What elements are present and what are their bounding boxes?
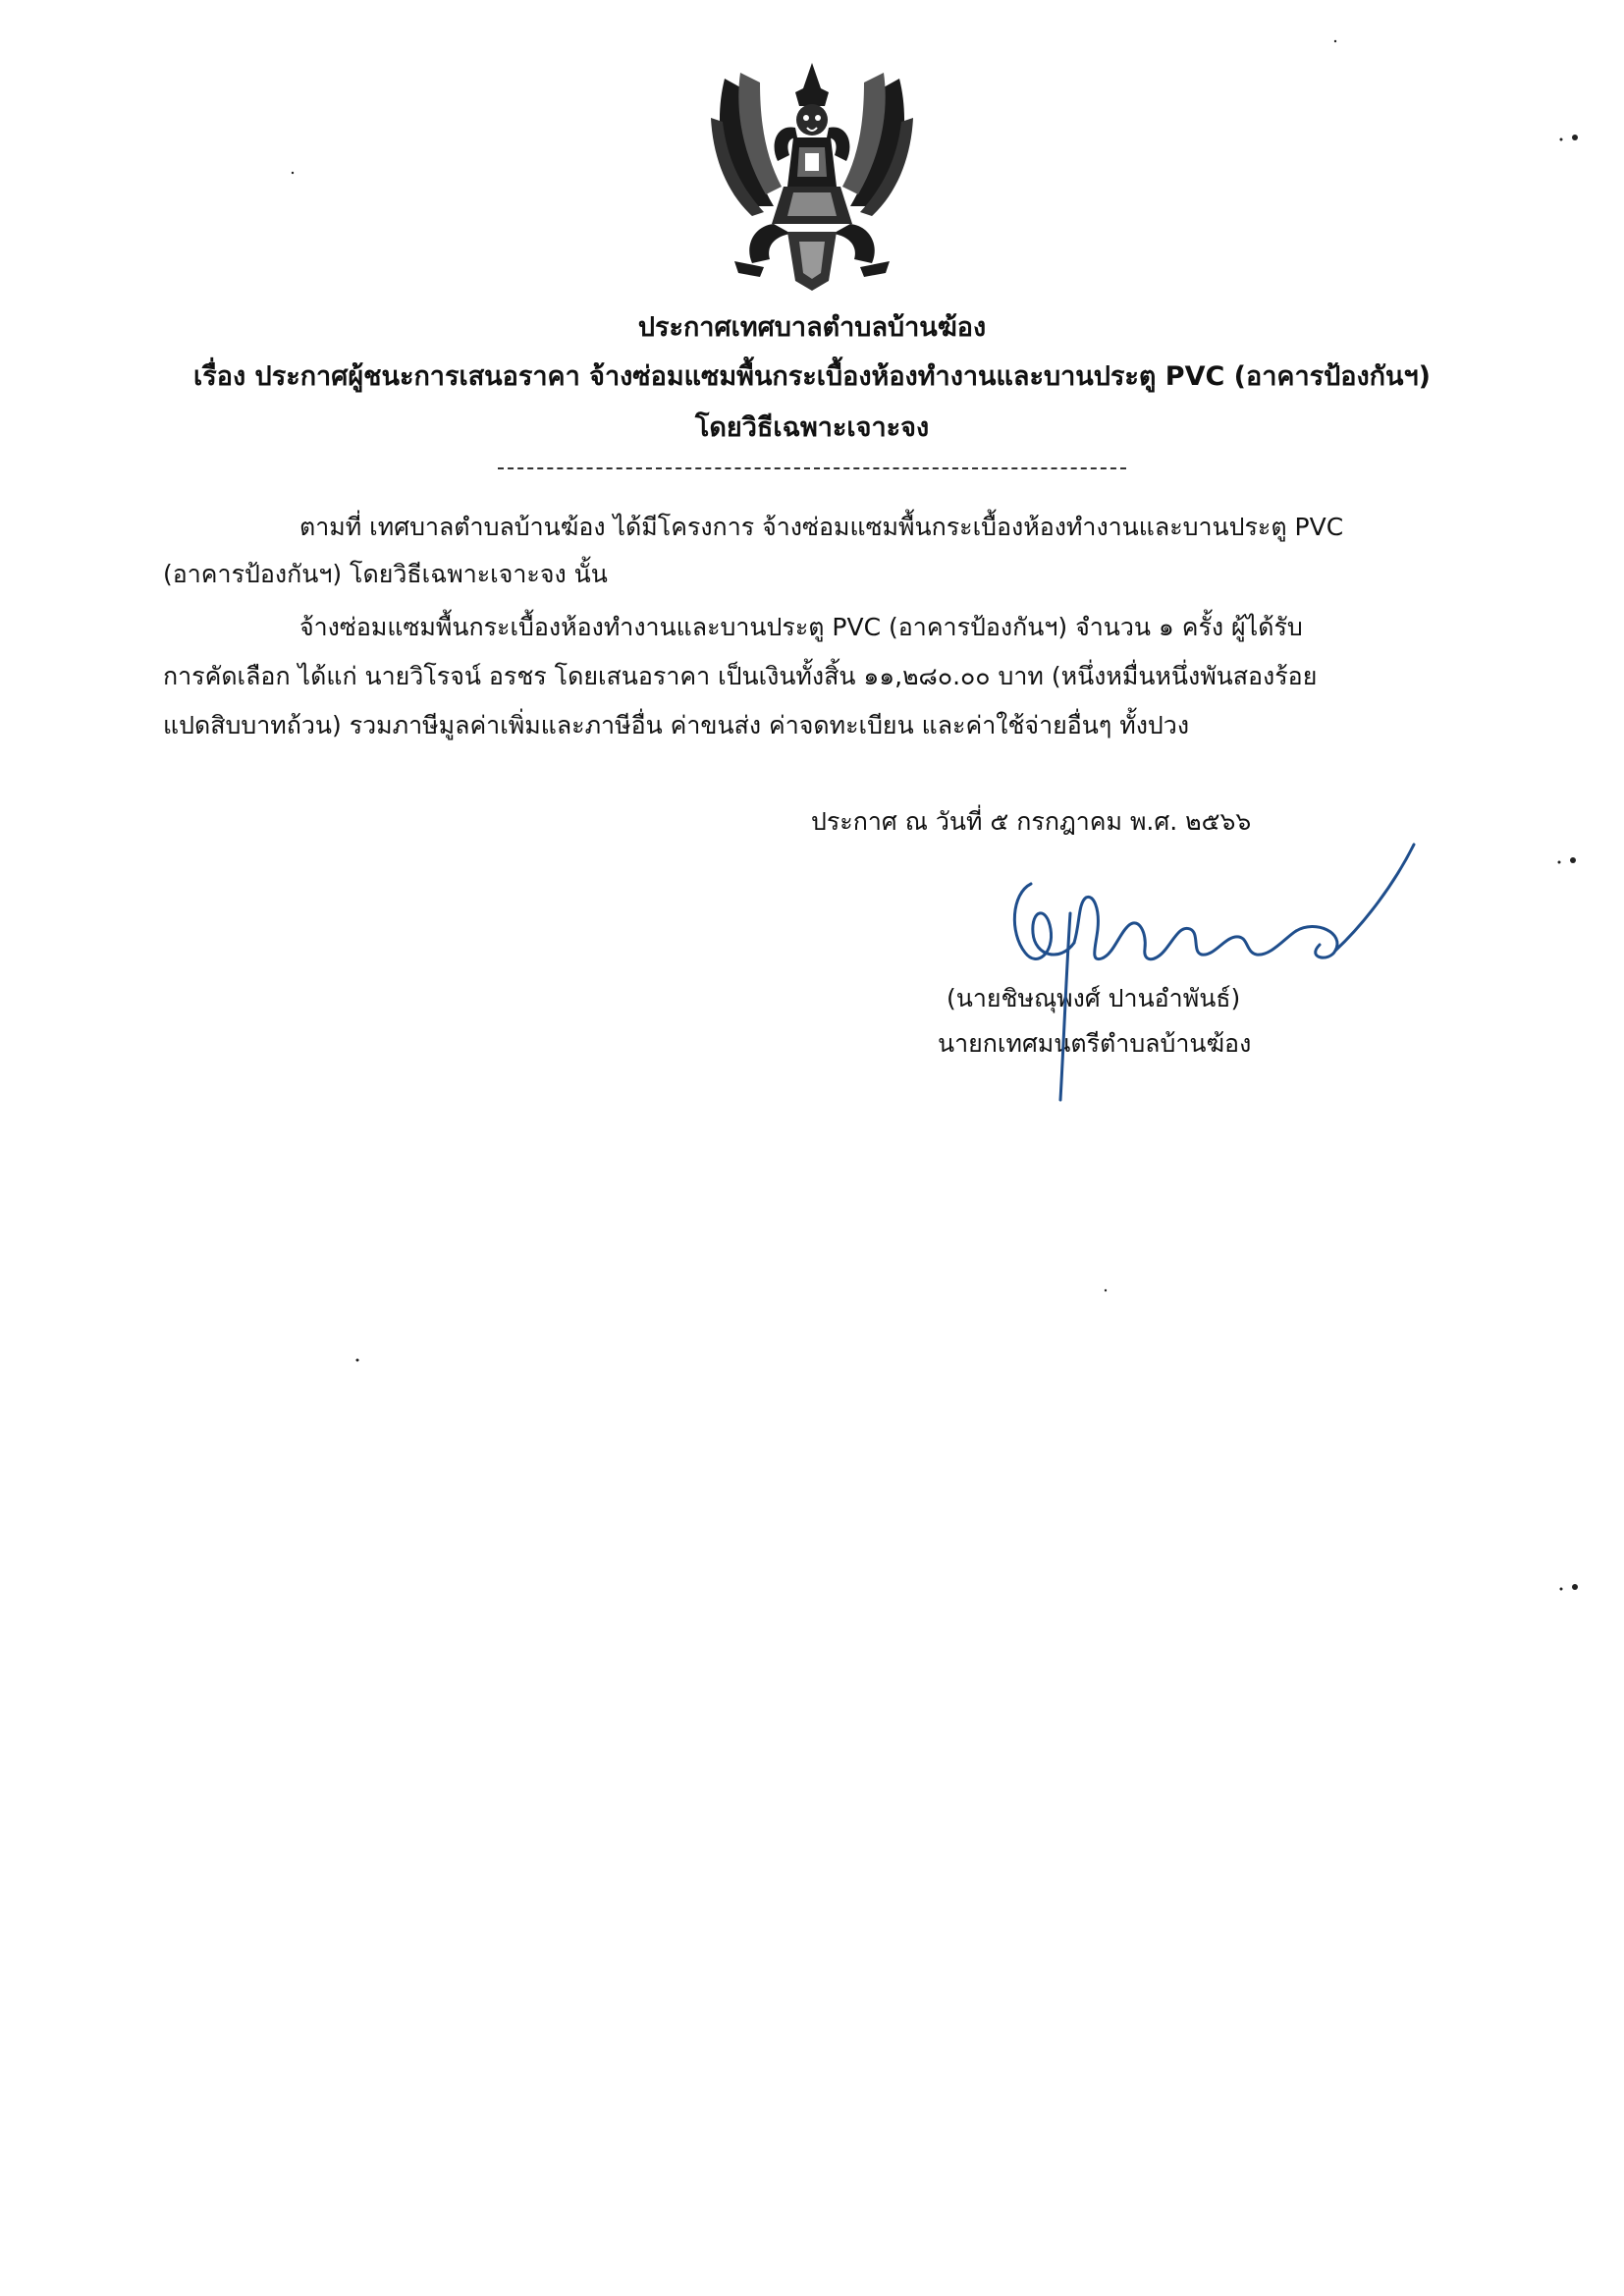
body-paragraph-1-line-1: ตามที่ เทศบาลตำบลบ้านฆ้อง ได้มีโครงการ จ้างซ่อมแซมพื้นกระเบื้องห้องทำงานและบานประตู PVC (299, 513, 1344, 541)
body-paragraph-2-line-1: จ้างซ่อมแซมพื้นกระเบื้องห้องทำงานและบานประตู PVC (อาคารป้องกันฯ) จำนวน ๑ ครั้ง ผู้ได้รับ (299, 613, 1303, 641)
garuda-emblem-icon (705, 59, 919, 295)
announcement-date: ประกาศ ณ วันที่ ๕ กรกฎาคม พ.ศ. ๒๕๖๖ (811, 807, 1252, 836)
signer-title: นายกเทศมนตรีตำบลบ้านฆ้อง (938, 1029, 1252, 1058)
divider-line (498, 467, 1126, 469)
announcement-subject: เรื่อง ประกาศผู้ชนะการเสนอราคา จ้างซ่อมแซมพื้นกระเบื้องห้องทำงานและบานประตู PVC (อาคารป้องกันฯ) (193, 361, 1431, 392)
announcement-agency: ประกาศเทศบาลตำบลบ้านฆ้อง (637, 312, 987, 343)
body-paragraph-2-line-2: การคัดเลือก ได้แก่ นายวิโรจน์ อรชร โดยเสนอราคา เป็นเงินทั้งสิ้น ๑๑,๒๘๐.๐๐ บาท (หนึ่งหมื่นหนึ่งพันสองร้อย (163, 662, 1318, 690)
body-paragraph-2-line-3: แปดสิบบาทถ้วน) รวมภาษีมูลค่าเพิ่มและภาษีอื่น ค่าขนส่ง ค่าจดทะเบียน และค่าใช้จ่ายอื่นๆ ทั้งปวง (163, 711, 1190, 739)
handwritten-signature (992, 815, 1424, 1110)
body-paragraph-1-line-2: (อาคารป้องกันฯ) โดยวิธีเฉพาะเจาะจง นั้น (163, 560, 608, 588)
announcement-method: โดยวิธีเฉพาะเจาะจง (694, 412, 930, 443)
signer-name: (นายชิษณุพงศ์ ปานอำพันธ์) (947, 984, 1241, 1012)
